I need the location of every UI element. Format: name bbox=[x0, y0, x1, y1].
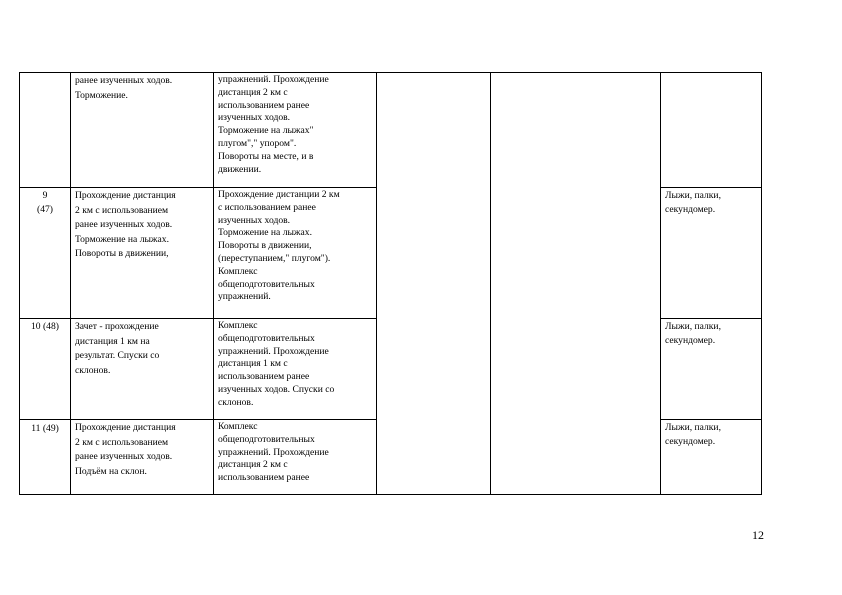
cell-text-line: общеподготовительных bbox=[218, 433, 315, 445]
cell-text-line: дистанция 2 км с bbox=[218, 86, 288, 98]
lesson-number-cell bbox=[20, 73, 71, 188]
cell-text-line: ранее изученных ходов. bbox=[75, 451, 173, 462]
cell-text-line: Подъём на склон. bbox=[75, 465, 147, 477]
lesson-number-cell bbox=[20, 188, 71, 319]
cell-text-line: ранее изученных ходов. bbox=[75, 219, 173, 230]
cell-text-line: изученных ходов. Спуски со bbox=[218, 383, 335, 395]
equipment-cell bbox=[661, 188, 762, 319]
cell-text-line: (47) bbox=[37, 203, 53, 215]
lesson-content-cell bbox=[214, 420, 377, 495]
equipment-cell bbox=[661, 73, 762, 188]
cell-text-line: Повороты на месте, и в bbox=[218, 150, 314, 162]
cell-text-line: упражнений. bbox=[218, 291, 271, 303]
equipment-cell bbox=[661, 420, 762, 495]
page-number: 12 bbox=[752, 528, 764, 542]
cell-text-line: Лыжи, палки, bbox=[665, 321, 721, 332]
cell-text-line: секундомер. bbox=[665, 436, 716, 447]
cell-text-line: дистанция 1 км на bbox=[75, 335, 150, 347]
cell-text-line: Комплекс bbox=[218, 265, 258, 277]
cell-text-line: (переступанием," плугом"). bbox=[218, 252, 331, 264]
cell-text-line: Торможение на лыжах. bbox=[75, 233, 170, 245]
cell-text-line: изученных ходов. bbox=[218, 112, 291, 124]
cell-text-line: склонов. bbox=[75, 364, 111, 376]
cell-text-line: 9 bbox=[42, 190, 48, 201]
cell-text-line: Торможение на лыжах. bbox=[218, 227, 313, 239]
cell-text-line: секундомер. bbox=[665, 204, 716, 215]
equipment-cell bbox=[661, 319, 762, 420]
cell-text-line: общеподготовительных bbox=[218, 332, 315, 344]
cell-text-line: Комплекс bbox=[218, 421, 258, 432]
cell-text-line: движении. bbox=[218, 163, 262, 175]
cell-text-line: секундомер. bbox=[665, 335, 716, 346]
cell-text-line: Прохождение дистанции 2 км bbox=[218, 189, 340, 200]
cell-text-line: 10 (48) bbox=[31, 321, 59, 332]
cell-text-line: дистанция 1 км с bbox=[218, 358, 288, 370]
cell-text-line: 2 км с использованием bbox=[75, 204, 169, 216]
cell-text-line: Прохождение дистанция bbox=[75, 190, 176, 201]
cell-text-line: Повороты в движении, bbox=[218, 240, 312, 252]
lesson-topic-cell bbox=[71, 188, 214, 319]
cell-text-line: упражнений. Прохождение bbox=[218, 446, 329, 458]
lesson-topic-cell bbox=[71, 73, 214, 188]
cell-text-line: общеподготовительных bbox=[218, 278, 315, 290]
cell-text-line: Лыжи, палки, bbox=[665, 190, 721, 201]
empty-column-cell bbox=[377, 73, 491, 495]
cell-text-line: с использованием ранее bbox=[218, 201, 316, 213]
cell-text-line: плугом"," упором". bbox=[218, 137, 297, 149]
cell-text-line: использованием ранее bbox=[218, 99, 310, 111]
cell-text-line: Лыжи, палки, bbox=[665, 422, 721, 433]
lesson-number-cell bbox=[20, 319, 71, 420]
cell-text-line: Комплекс bbox=[218, 320, 258, 331]
cell-text-line: 11 (49) bbox=[31, 423, 59, 434]
cell-text-line: изученных ходов. bbox=[218, 214, 291, 226]
lesson-topic-cell bbox=[71, 319, 214, 420]
table-row bbox=[20, 73, 762, 188]
cell-text-line: дистанция 2 км с bbox=[218, 459, 288, 471]
cell-text-line: 2 км с использованием bbox=[75, 436, 169, 448]
cell-text-line: Торможение на лыжах" bbox=[218, 125, 314, 137]
lesson-topic-cell bbox=[71, 420, 214, 495]
cell-text-line: склонов. bbox=[218, 396, 254, 408]
cell-text-line: результат. Спуски со bbox=[75, 350, 160, 361]
empty-column-cell bbox=[491, 73, 661, 495]
cell-text-line: использованием ранее bbox=[218, 371, 310, 383]
lesson-content-cell bbox=[214, 319, 377, 420]
lesson-content-cell bbox=[214, 73, 377, 188]
cell-text-line: Повороты в движении, bbox=[75, 248, 169, 259]
lesson-content-cell bbox=[214, 188, 377, 319]
cell-text-line: упражнений. Прохождение bbox=[218, 345, 329, 357]
lesson-plan-table bbox=[19, 72, 762, 495]
lesson-number-cell bbox=[20, 420, 71, 495]
cell-text-line: Зачет - прохождение bbox=[75, 321, 159, 332]
cell-text-line: использованием ранее bbox=[218, 472, 310, 484]
cell-text-line: упражнений. Прохождение bbox=[218, 74, 329, 85]
cell-text-line: Торможение. bbox=[75, 89, 128, 101]
cell-text-line: Прохождение дистанция bbox=[75, 422, 176, 433]
cell-text-line: ранее изученных ходов. bbox=[75, 75, 173, 86]
